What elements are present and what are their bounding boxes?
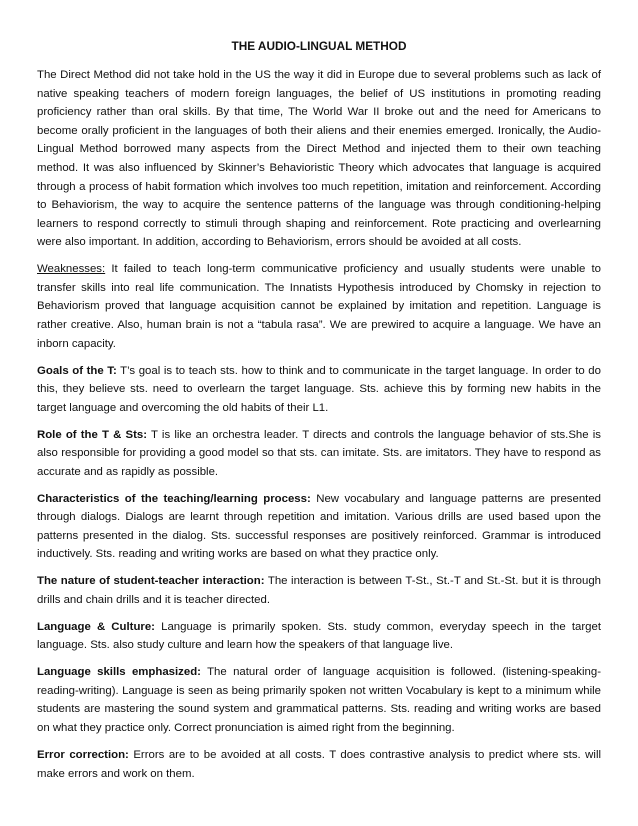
- section-label-error-correction: Error correction:: [37, 748, 129, 761]
- section-characteristics: [37, 490, 601, 564]
- section-text-culture: Language is primarily spoken. Sts. study common, everyday speech in the target language. Sts. also study culture and learn how the speakers of that language live.: [37, 620, 601, 652]
- section-culture: [37, 618, 601, 655]
- section-label-culture: Language & Culture:: [37, 620, 155, 633]
- section-text-characteristics: New vocabulary and language patterns are presented through dialogs. Dialogs are learnt through repetition and imitation. Various drills are used based upon the patterns presented in the dialog. Sts. successful responses are positively reinforced. Grammar is introduced inductively. Sts. reading and writing works are based on what they practice only.: [37, 492, 602, 561]
- intro-paragraph: The Direct Method did not take hold in the US the way it did in Europe due to several problems such as lack of native speaking teachers of modern foreign languages, the belief of US institutions in promoting reading proficiency rather than oral skills. By that time, The World War II broke out and the need for Americans to become orally proficient in the languages of both their aliens and their enemies emerged. Ironically, the Audio-Lingual Method borrowed many aspects from the Direct Method and injected them to their own teaching method. It was also influenced by Skinner’s Behavioristic Theory which advocates that language is acquired through a process of habit formation which involves too much repetition, imitation and reinforcement. According to Behaviorism, the way to acquire the sentence patterns of the language was through conditioning-helping learners to respond correctly to stimuli through shaping and reinforcement. Rote practicing and overlearning were also important. In addition, according to Behaviorism, errors should be avoided at all costs.: [37, 69, 601, 249]
- section-text-roles: T is like an orchestra leader. T directs and controls the language behavior of sts.She is also responsible for providing a good model so that sts. can imitate. Sts. are imitators. They have to respond as accurate and as rapidly as possible.: [37, 428, 601, 478]
- section-label-interaction: The nature of student-teacher interaction:: [37, 575, 265, 588]
- section-goals: [37, 362, 601, 418]
- section-roles: [37, 426, 601, 482]
- section-text-interaction: The interaction is between T-St., St.-T and St.-St. but it is through drills and chain drills and it is teacher directed.: [37, 575, 601, 606]
- section-interaction: [37, 572, 601, 609]
- section-label-skills: Language skills emphasized:: [37, 666, 201, 679]
- section-text-error-correction: Errors are to be avoided at all costs. T does contrastive analysis to predict where sts. will make errors and work on them.: [37, 748, 602, 780]
- section-text-weaknesses: It failed to teach long-term communicative proficiency and usually students were unable to transfer skills into real life communication. The Innatists Hypothesis introduced by Chomsky in rejection to Behaviorism proved that language acquisition cannot be explained by imitation and repetition. Language is rather creative. Also, human brain is not a “tabula rasa”. We are prewired to acquire a language. We have an inborn capacity.: [37, 263, 601, 350]
- section-label-goals: Goals of the T:: [37, 364, 117, 377]
- section-label-weaknesses: Weaknesses:: [37, 263, 106, 276]
- document-title: THE AUDIO-LINGUAL METHOD: [231, 39, 407, 53]
- section-skills: [37, 663, 601, 737]
- section-label-roles: Role of the T & Sts:: [37, 428, 148, 441]
- section-text-skills: The natural order of language acquisition is followed. (listening-speaking-reading-writing). Language is seen as being primarily spoken not written Vocabulary is kept to a minimum while students are mastering the sound system and grammatical patterns. Sts. reading and writing works are based on what they practice only. Correct pronunciation is aimed right from the beginning.: [37, 666, 601, 735]
- section-error-correction: [37, 746, 601, 783]
- section-weaknesses: [37, 260, 601, 353]
- section-text-goals: T’s goal is to teach sts. how to think and to communicate in the target language. In order to do this, they believe sts. need to overlearn the target language. Sts. achieve this by forming new habits in the target language and overcoming the old habits of their L1.: [37, 364, 601, 414]
- section-label-characteristics: Characteristics of the teaching/learning process:: [37, 492, 311, 505]
